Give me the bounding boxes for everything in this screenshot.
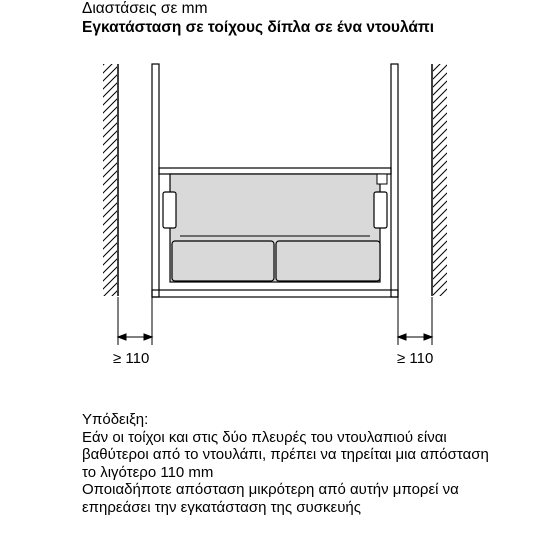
appliance [163, 174, 387, 282]
right-wall [432, 64, 447, 296]
right-clearance-label: ≥ 110 [397, 350, 434, 367]
note-text-1: Εάν οι τοίχοι και στις δύο πλευρές του ντουλαπιού είναι βαθύτεροι από το ντουλάπι, πρέπει να τηρείται μια απόσταση το λιγότερο 110 mm [82, 428, 489, 481]
note-text-2: Οποιαδήποτε απόσταση μικρότερη από αυτήν μπορεί να επηρεάσει την εγκατάσταση της συσκευής [82, 481, 459, 516]
left-wall [103, 64, 118, 296]
left-clearance-dimension [118, 297, 152, 345]
note-block [82, 411, 502, 516]
left-clearance-label: ≥ 110 [113, 350, 150, 367]
right-clearance-dimension [398, 297, 432, 345]
diagram-title: Εγκατάσταση σε τοίχους δίπλα σε ένα ντουλάπι [82, 19, 435, 36]
dimensions-unit-label: Διαστάσεις σε mm [82, 0, 208, 17]
note-heading: Υπόδειξη: [82, 411, 149, 428]
